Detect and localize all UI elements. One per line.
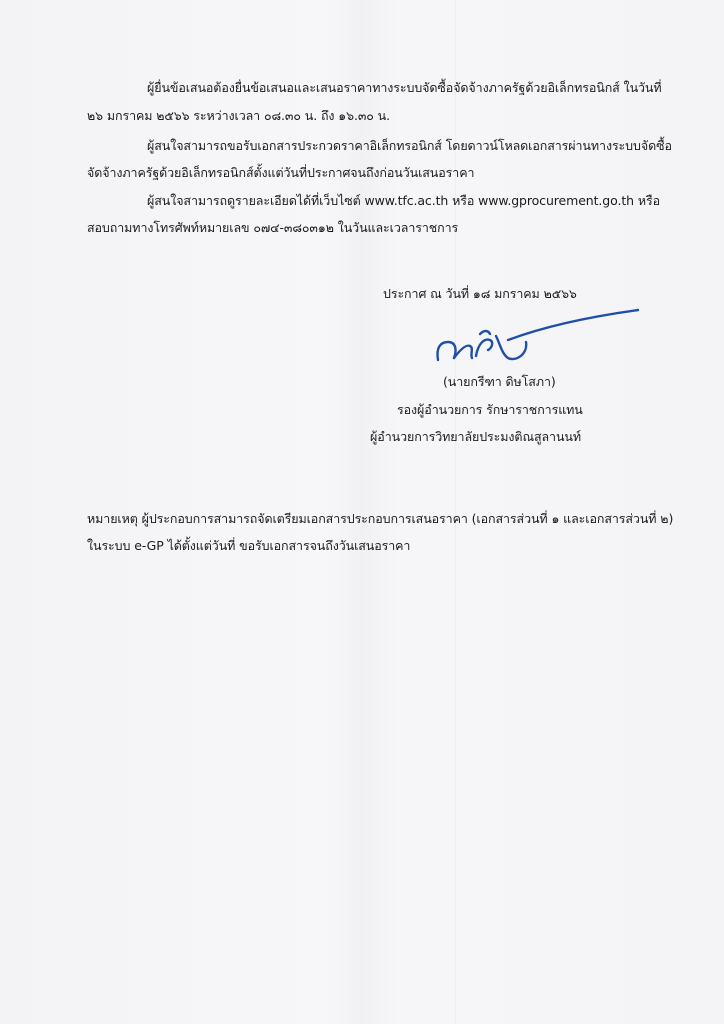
handwritten-signature bbox=[410, 298, 650, 368]
paragraph-3-line-2: สอบถามทางโทรศัพท์หมายเลข ๐๗๔-๓๘๐๓๑๒ ในวันและเวลาราชการ bbox=[87, 220, 459, 235]
announcement-date: ประกาศ ณ วันที่ ๑๘ มกราคม ๒๕๖๖ bbox=[383, 286, 577, 301]
note-line-1: หมายเหตุ ผู้ประกอบการสามารถจัดเตรียมเอกสารประกอบการเสนอราคา (เอกสารส่วนที่ ๑ และเอกสารส่วนที่ ๒) bbox=[87, 511, 674, 526]
paragraph-1-line-2: ๒๖ มกราคม ๒๕๖๖ ระหว่างเวลา ๐๘.๓๐ น. ถึง ๑๖.๓๐ น. bbox=[87, 108, 390, 123]
note-line-2: ในระบบ e-GP ได้ตั้งแต่วันที่ ขอรับเอกสารจนถึงวันเสนอราคา bbox=[87, 538, 411, 553]
paragraph-3-line-1: ผู้สนใจสามารถดูรายละเอียดได้ที่เว็บไซต์ www.tfc.ac.th หรือ www.gprocurement.go.th หรือ bbox=[147, 193, 660, 208]
paragraph-1-line-1: ผู้ยื่นข้อเสนอต้องยื่นข้อเสนอและเสนอราคาทางระบบจัดซื้อจัดจ้างภาครัฐด้วยอิเล็กทรอนิกส์ ในวันที่ bbox=[147, 80, 662, 95]
signer-position-1: รองผู้อำนวยการ รักษาราชการแทน bbox=[397, 402, 583, 417]
signer-name: (นายกรีฑา ดิษโสภา) bbox=[443, 374, 556, 389]
signer-position-2: ผู้อำนวยการวิทยาลัยประมงติณสูลานนท์ bbox=[370, 429, 581, 444]
paragraph-2-line-1: ผู้สนใจสามารถขอรับเอกสารประกวดราคาอิเล็กทรอนิกส์ โดยดาวน์โหลดเอกสารผ่านทางระบบจัดซื้อ bbox=[147, 138, 672, 153]
paragraph-2-line-2: จัดจ้างภาครัฐด้วยอิเล็กทรอนิกส์ตั้งแต่วันที่ประกาศจนถึงก่อนวันเสนอราคา bbox=[87, 165, 475, 180]
